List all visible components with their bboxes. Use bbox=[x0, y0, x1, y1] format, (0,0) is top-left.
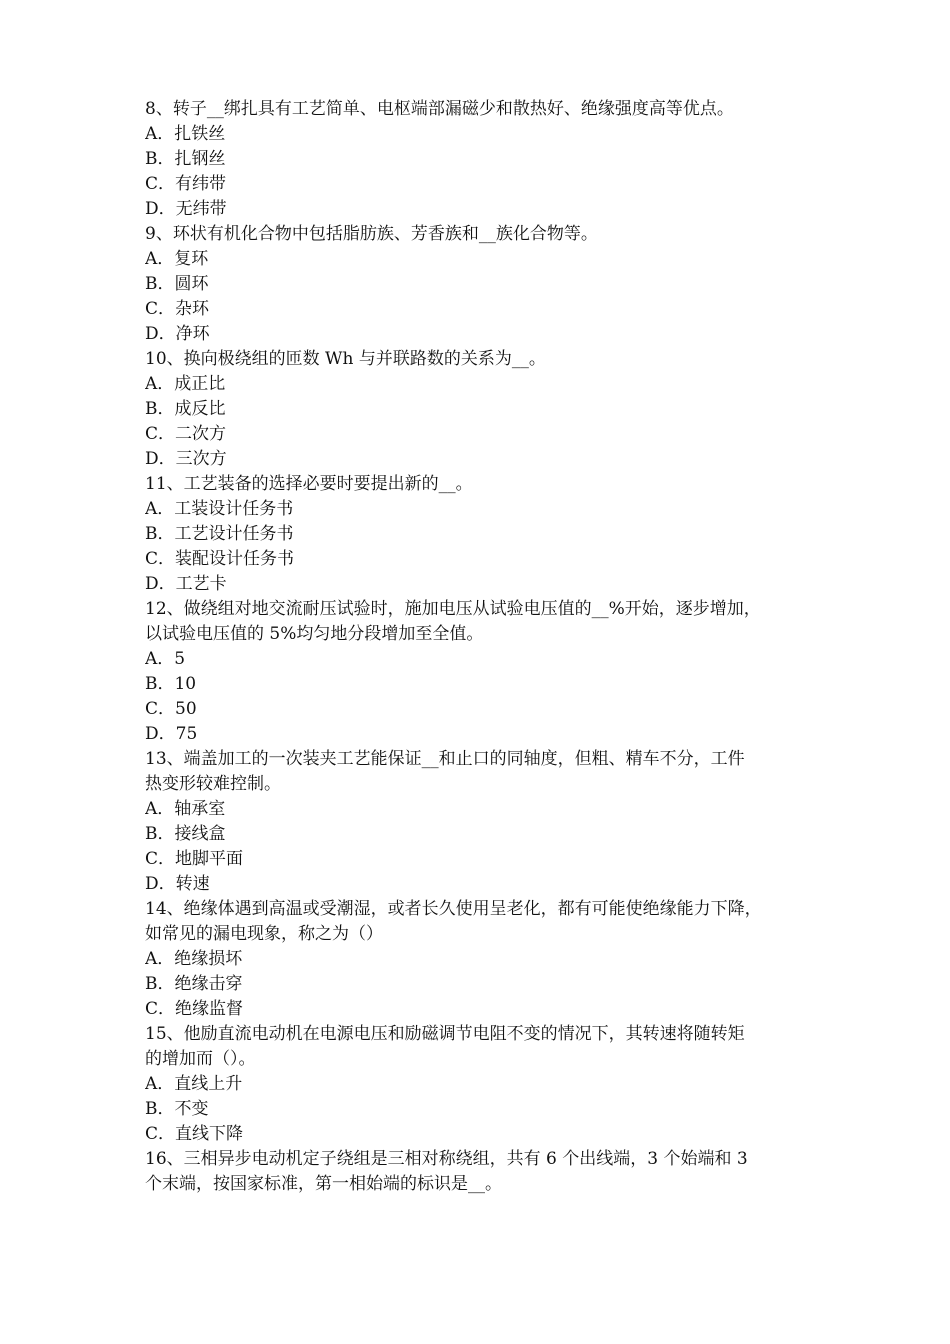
option-a: A．复环 bbox=[145, 249, 209, 269]
question-10 bbox=[145, 347, 815, 472]
question-text: 12、做绕组对地交流耐压试验时，施加电压从试验电压值的__%开始，逐步增加， bbox=[145, 599, 761, 619]
question-14 bbox=[145, 897, 815, 1022]
option-a: A．直线上升 bbox=[145, 1074, 243, 1094]
option-c: C．杂环 bbox=[145, 299, 210, 319]
option-d: D．净环 bbox=[145, 324, 210, 344]
option-a: A．成正比 bbox=[145, 374, 226, 394]
question-text-continued: 以试验电压值的 5%均匀地分段增加至全值。 bbox=[145, 624, 484, 644]
question-16 bbox=[145, 1147, 815, 1197]
question-text-continued: 的增加而（）。 bbox=[145, 1049, 256, 1069]
option-b: B．圆环 bbox=[145, 274, 209, 294]
question-text: 8、转子__绑扎具有工艺简单、电枢端部漏磁少和散热好、绝缘强度高等优点。 bbox=[145, 99, 734, 119]
option-d: D．转速 bbox=[145, 874, 210, 894]
option-b: B．绝缘击穿 bbox=[145, 974, 243, 994]
option-a: A．轴承室 bbox=[145, 799, 226, 819]
option-b: B．扎钢丝 bbox=[145, 149, 226, 169]
question-text: 16、三相异步电动机定子绕组是三相对称绕组，共有 6 个出线端，3 个始端和 3 bbox=[145, 1149, 748, 1169]
option-d: D．75 bbox=[145, 724, 198, 744]
option-b: B．10 bbox=[145, 674, 197, 694]
question-text-continued: 热变形较难控制。 bbox=[145, 774, 281, 794]
option-c: C．地脚平面 bbox=[145, 849, 244, 869]
option-a: A．扎铁丝 bbox=[145, 124, 226, 144]
option-c: C．50 bbox=[145, 699, 197, 719]
question-13 bbox=[145, 747, 815, 897]
option-b: B．接线盒 bbox=[145, 824, 226, 844]
question-text: 13、端盖加工的一次装夹工艺能保证__和止口的同轴度，但粗、精车不分，工件 bbox=[145, 749, 745, 769]
question-text: 11、工艺装备的选择必要时要提出新的__。 bbox=[145, 474, 473, 494]
question-12 bbox=[145, 597, 815, 747]
option-c: C．直线下降 bbox=[145, 1124, 244, 1144]
option-c: C．绝缘监督 bbox=[145, 999, 244, 1019]
option-b: B．成反比 bbox=[145, 399, 226, 419]
question-9 bbox=[145, 222, 815, 347]
option-a: A．5 bbox=[145, 649, 186, 669]
option-d: D．三次方 bbox=[145, 449, 227, 469]
question-11 bbox=[145, 472, 815, 597]
question-text: 9、环状有机化合物中包括脂肪族、芳香族和__族化合物等。 bbox=[145, 224, 598, 244]
document-page bbox=[145, 97, 815, 1197]
question-text: 14、绝缘体遇到高温或受潮湿，或者长久使用呈老化，都有可能使绝缘能力下降， bbox=[145, 899, 762, 919]
option-d: D．工艺卡 bbox=[145, 574, 227, 594]
question-8 bbox=[145, 97, 815, 222]
option-d: D．无纬带 bbox=[145, 199, 227, 219]
question-text-continued: 个末端，按国家标准，第一相始端的标识是__。 bbox=[145, 1174, 502, 1194]
option-b: B．工艺设计任务书 bbox=[145, 524, 294, 544]
question-text-continued: 如常见的漏电现象，称之为（） bbox=[145, 924, 383, 944]
option-c: C．二次方 bbox=[145, 424, 227, 444]
question-15 bbox=[145, 1022, 815, 1147]
option-c: C．有纬带 bbox=[145, 174, 227, 194]
option-a: A．工装设计任务书 bbox=[145, 499, 294, 519]
option-b: B．不变 bbox=[145, 1099, 209, 1119]
option-a: A．绝缘损坏 bbox=[145, 949, 243, 969]
question-text: 15、他励直流电动机在电源电压和励磁调节电阻不变的情况下，其转速将随转矩 bbox=[145, 1024, 745, 1044]
question-text: 10、换向极绕组的匝数 Wh 与并联路数的关系为__。 bbox=[145, 349, 546, 369]
option-c: C．装配设计任务书 bbox=[145, 549, 295, 569]
